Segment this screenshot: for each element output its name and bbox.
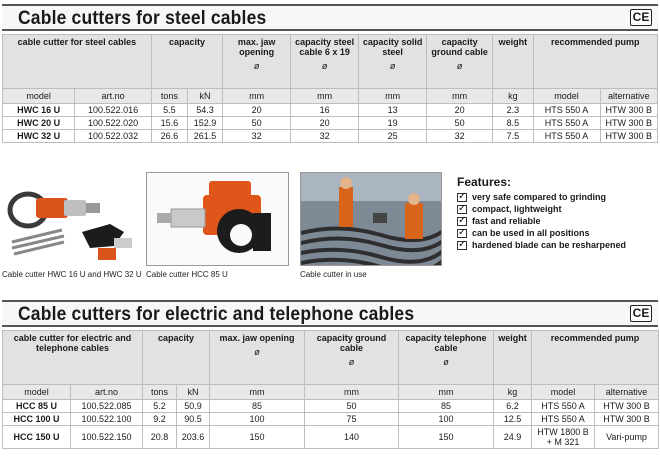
capacity-telephone-cable-header: capacity telephone cable ø [399,331,494,385]
cable-cutter-hcc-image [147,173,289,266]
cable-cutter-image [2,172,136,266]
section2-title-bar [2,300,658,327]
product-label-header: cable cutter for electric and telephone cables [3,331,143,385]
checkbox-icon [457,229,467,238]
photo-hcc-cutter [146,172,289,266]
units-row: model art.no tons kN mm mm mm mm kg model alternative [3,89,658,104]
photo-caption-1: Cable cutter HWC 16 U and HWC 32 U [2,270,142,279]
table-header-row [3,35,658,89]
capacity-steel-cable-header: capacity steel cable 6 x 19 ø [291,35,359,89]
recommended-pump-header: recommended pump [532,331,659,385]
photo-cutter-in-use [300,172,442,266]
ce-mark-icon: CE [630,305,652,322]
capacity-solid-steel-header: capacity solid steel ø [359,35,427,89]
table-row: HCC 100 U 100.522.100 9.2 90.5 100 75 100 12.5 HTS 550 A HTW 300 B [3,413,659,426]
capacity-header: capacity [143,331,210,385]
features-list [457,191,626,251]
features-title: Features: [457,175,512,189]
list-item: ✓ very safe compared to grinding [457,191,626,203]
list-item: ✓ compact, lightweight [457,203,626,215]
steel-cable-spec-table [2,34,658,143]
photo-hwc-cutters [2,172,136,266]
electric-cable-spec-table [2,330,659,449]
table-row: HWC 20 U 100.522.020 15.6 152.9 50 20 19 50 8.5 HTS 550 A HTW 300 B [3,117,658,130]
table-row: HWC 16 U 100.522.016 5.5 54.3 20 16 13 20 2.3 HTS 550 A HTW 300 B [3,104,658,117]
checkbox-icon [457,205,467,214]
section1-title-bar [2,4,658,31]
weight-header: weight [493,35,533,89]
units-row: model art.no tons kN mm mm mm kg model alternative [3,385,659,400]
checkbox-icon [457,193,467,202]
table-row: HWC 32 U 100.522.032 26.6 261.5 32 32 25 32 7.5 HTS 550 A HTW 300 B [3,130,658,143]
table-header-row [3,331,659,385]
capacity-header: capacity [151,35,222,89]
list-item: ✓ can be used in all positions [457,227,626,239]
photo-caption-3: Cable cutter in use [300,270,367,279]
table-row: HCC 85 U 100.522.085 5.2 50.9 85 50 85 6.2 HTS 550 A HTW 300 B [3,400,659,413]
section2-title: Cable cutters for electric and telephone cables [18,304,415,325]
photo-caption-2: Cable cutter HCC 85 U [146,270,228,279]
checkbox-icon [457,241,467,250]
ce-mark-icon: CE [630,9,652,26]
list-item: ✓ fast and reliable [457,215,626,227]
list-item: ✓ hardened blade can be resharpened [457,239,626,251]
checkbox-icon [457,217,467,226]
table-row: HCC 150 U 100.522.150 20.8 203.6 150 140 150 24.9 HTW 1800 B + M 321 Vari-pump [3,426,659,449]
capacity-ground-cable-header: capacity ground cable ø [427,35,493,89]
max-jaw-opening-header: max. jaw opening ø [223,35,291,89]
weight-header: weight [494,331,532,385]
max-jaw-opening-header: max. jaw opening ø [210,331,305,385]
capacity-ground-cable-header: capacity ground cable ø [305,331,399,385]
product-label-header: cable cutter for steel cables [3,35,152,89]
section1-title: Cable cutters for steel cables [18,8,267,29]
recommended-pump-header: recommended pump [533,35,657,89]
worker-scene-image [301,173,442,266]
